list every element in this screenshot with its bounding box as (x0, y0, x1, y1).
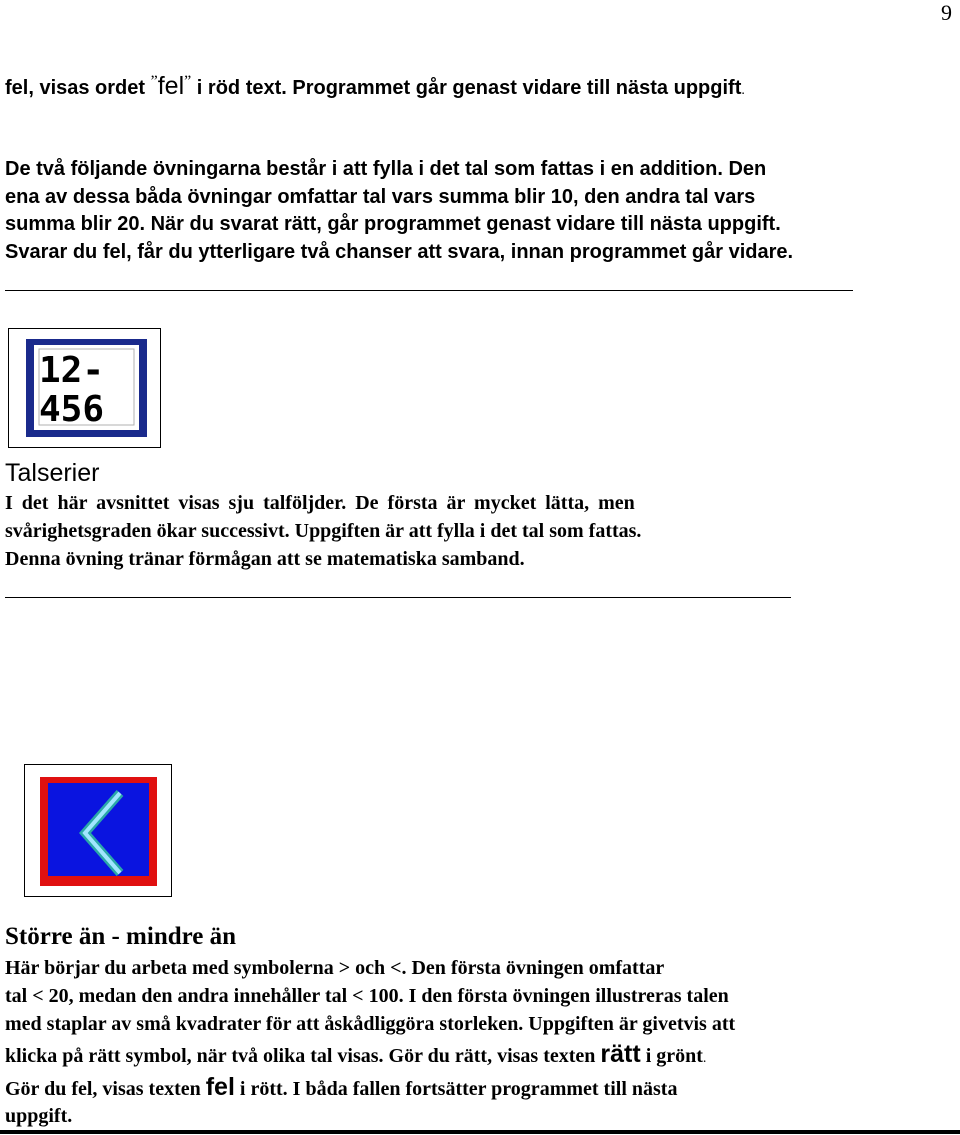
page-number: 9 (941, 0, 952, 25)
quote-close: ” (184, 73, 192, 90)
storre-line-6: uppgift. (5, 1105, 73, 1127)
talserier-icon-frame (8, 328, 161, 448)
storre-mindre-icon-frame (24, 764, 172, 897)
divider-1 (5, 290, 853, 291)
word-fel-2: fel (205, 1073, 235, 1101)
storre-line-3: med staplar av små kvadrater för att åskådliggöra storleken. Uppgiften är givetvis att (5, 1013, 736, 1035)
quote-open: ” (150, 73, 158, 90)
storre-line-5 (5, 1073, 677, 1103)
storre-line-4 (5, 1040, 706, 1073)
storre-line-2: tal < 20, medan den andra innehåller tal < 100. I den första övningen illustreras talen (5, 985, 729, 1007)
intro-dot: . (741, 83, 745, 98)
storre-line-5-text: Gör du fel, visas texten (5, 1078, 206, 1100)
word-ratt: rätt (600, 1040, 641, 1068)
addition-paragraph-line-1: De två följande övningarna består i att fylla i det tal som fattas i en addition. Den (5, 158, 767, 180)
storre-mindre-heading: Större än - mindre än (5, 923, 237, 950)
icon-row-2: 456 (39, 389, 105, 430)
talserier-heading: Talserier (5, 459, 100, 487)
storre-line-1: Här börjar du arbeta med symbolerna > och <. Den första övningen omfattar (5, 957, 665, 979)
less-than-icon (25, 765, 171, 896)
storre-line-4-mid: i grönt (640, 1045, 703, 1067)
storre-line-4-dot: . (702, 1051, 707, 1066)
intro-line (5, 68, 745, 105)
divider-2 (5, 597, 791, 598)
icon-row-1: 12- (39, 350, 105, 391)
talserier-line-1: I det här avsnittet visas sju talföljder. De första är mycket lätta, men (5, 492, 635, 514)
addition-paragraph-line-3: summa blir 20. När du svarat rätt, går programmet genast vidare till nästa uppgift. (5, 213, 781, 235)
addition-paragraph-line-2: ena av dessa båda övningar omfattar tal vars summa blir 10, den andra tal vars (5, 186, 756, 208)
storre-line-4-text: klicka på rätt symbol, när två olika tal visas. Gör du rätt, visas texten (5, 1045, 601, 1067)
page-bottom-rule (0, 1130, 960, 1134)
intro-text-end: i röd text. Programmet går genast vidare till nästa uppgift (191, 77, 742, 99)
number-series-icon (9, 329, 160, 447)
talserier-line-3: Denna övning tränar förmågan att se matematiska samband. (5, 548, 525, 570)
talserier-line-2: svårighetsgraden ökar successivt. Uppgiften är att fylla i det tal som fattas. (5, 520, 642, 542)
addition-paragraph-line-4: Svarar du fel, får du ytterligare två chanser att svara, innan programmet går vidare. (5, 241, 794, 263)
word-fel: fel (157, 72, 185, 100)
intro-text-start: fel, visas ordet (5, 77, 151, 99)
storre-line-5-end: i rött. I båda fallen fortsätter programmet till nästa (234, 1078, 678, 1100)
